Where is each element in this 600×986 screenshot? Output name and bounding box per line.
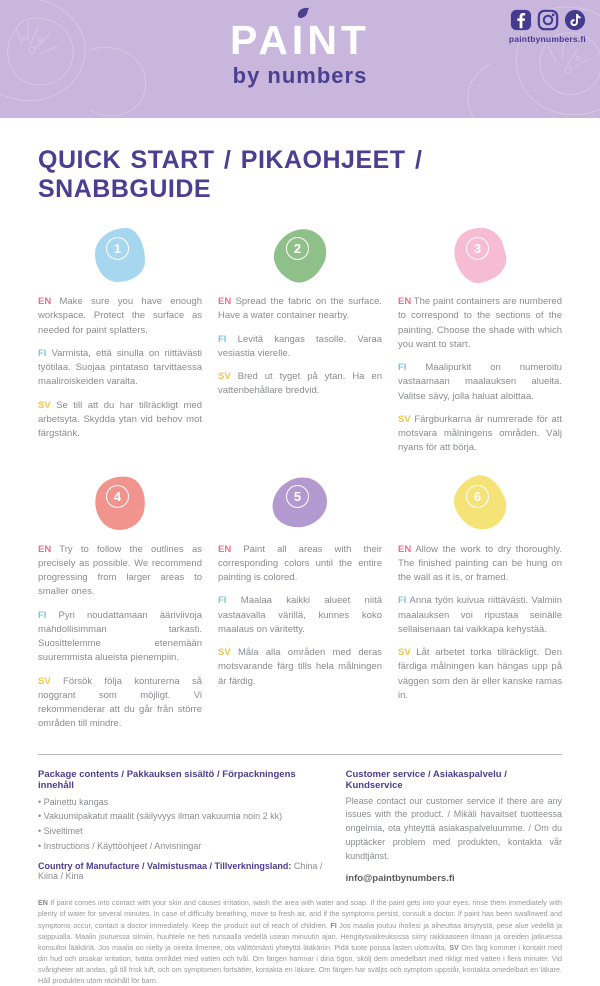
list-item: • Painettu kangas <box>38 795 324 810</box>
lang-label-sv: SV <box>398 413 411 425</box>
list-item: • Instructions / Käyttöohjeet / Anvisningar <box>38 839 324 854</box>
lang-label-en: EN <box>38 296 52 307</box>
social-block <box>509 9 586 44</box>
step-5-sv: SV Måla alla områden med deras motsvarande färg tills hela målningen är färdig. <box>218 647 383 687</box>
lang-label-sv: SV <box>38 399 51 411</box>
step-number: 5 <box>286 485 309 508</box>
step-2-sv: SV Bred ut tyget på ytan. Ha en vattenbehållare bredvid. <box>218 371 383 397</box>
step-6 <box>398 456 562 732</box>
step-6-number-badge <box>455 476 505 530</box>
main-content <box>0 146 600 732</box>
paint-drop-icon <box>296 6 312 19</box>
step-5 <box>218 456 382 732</box>
lang-label-fi: FI <box>218 595 227 607</box>
step-4 <box>38 456 202 732</box>
step-4-number-badge <box>95 476 145 530</box>
logo-tagline: by numbers <box>232 63 368 89</box>
step-3 <box>398 208 562 456</box>
step-3-en: EN The paint containers are numbered to correspond to the sections of the painting. Choose the shade with which you want to start. <box>398 296 562 350</box>
step-5-en: EN Paint all areas with their corresponding colors until the entire painting is colored. <box>218 543 383 583</box>
step-1-number-badge <box>95 228 145 282</box>
step-number: 4 <box>106 485 129 508</box>
step-number: 6 <box>466 485 489 508</box>
lang-label-sv: SV <box>218 371 231 382</box>
lang-label-en: EN <box>398 296 412 307</box>
package-contents-list <box>38 795 324 854</box>
step-2 <box>218 208 382 456</box>
customer-service-email[interactable]: info@paintbynumbers.fi <box>345 873 455 885</box>
step-4-sv: SV Försök följa konturerna så noggrant som möjligt. Vi rekommenderar att du går från större områden till mindre. <box>38 675 202 730</box>
customer-service-text: Please contact our customer service if there are any issues with the product. / Mikäli havaitset tuotteessa ongelmia, ota yhteyttä asiakaspalveluumme. / Om du upptäcker problem med produkten, kontakta vår kundtjänst. <box>345 795 562 862</box>
step-2-number-badge <box>275 228 325 282</box>
lang-label-en: EN <box>218 296 232 307</box>
lang-label-fi: FI <box>38 347 47 359</box>
step-5-fi: FI Maalaa kaikki alueet niitä vastaavalla värillä, kunnes koko maalaus on väritetty. <box>218 595 382 635</box>
lang-label-en: EN <box>38 543 52 555</box>
package-contents <box>38 769 324 885</box>
lang-label-en: EN <box>398 543 412 555</box>
step-number: 2 <box>286 237 309 260</box>
safety-warning-text: EN If paint comes into contact with your skin and causes irritation, wash the area with water and soap. If the paint gets into your eyes, rinse them immediately with plenty of water for several minutes. In case of difficulty breathing, move to fresh air, and if the symptoms persist, consult a doctor. If paint has been swallowed and symptoms occur, contact a doctor immediately. Keep the product out of reach of children. FI Jos maalia joutuu ihollesi ja aiheuttaa ärsytystä, pese alue vedellä ja saippualla. Maalin joutuessa silmiin, huuhtele ne heti runsaalla vedellä usean minuutin ajan. Hengitysvaikeuksissa siirry raikkaaseen ilmaan ja oireiden jatkuessa konsultoi lääkäriä. Jos maalia on nielty ja oireita ilmenee, ota välittömästi yhteyttä lääkäriin. Pidä tuote poissa lasten ulottuvilta. SV Om färg kommer i kontakt med din hud och orsakar irritation, tvätta området med vatten och tvål. Om färgen hamnar i dina ögon, skölj dem omedelbart med rikligt med vatten i flera minuter. Vid svårigheter att andas, gå till frisk luft, och om symptomen fortsätter, kontakta en läkare. Om färgen har sväljts och symptom uppstår, kontakta omedelbart en läkare. Håll produkten utom räckhåll för barn. <box>38 898 563 986</box>
steps-grid <box>38 208 562 732</box>
step-2-en: EN Spread the fabric on the surface. Have a water container nearby. <box>218 296 382 322</box>
step-6-fi: FI Anna työn kuivua riittävästi. Valmiin maalauksen voi ripustaa seinälle sellaisenaan tai vaikkapa kehystää. <box>398 595 562 635</box>
lang-label-sv: SV <box>398 647 411 658</box>
website-url[interactable]: paintbynumbers.fi <box>508 34 586 44</box>
step-6-sv: SV Låt arbetet torka tillräckligt. Den färdiga målningen kan hängas upp på väggen som den är eller kanske ramas in. <box>398 647 562 701</box>
lang-label-fi: FI <box>398 362 407 373</box>
customer-service-heading: Customer service / Asiakaspalvelu / Kundservice <box>345 768 507 791</box>
customer-service <box>346 769 562 885</box>
info-section <box>0 769 600 885</box>
step-number: 1 <box>106 237 129 260</box>
lang-label-fi: FI <box>218 333 227 345</box>
lang-label-fi: FI <box>38 609 47 621</box>
country-of-manufacture: Country of Manufacture / Valmistusmaa / Tillverkningsland: China / Kiina / Kina <box>38 860 323 881</box>
tiktok-icon[interactable] <box>564 9 586 31</box>
step-5-number-badge <box>275 476 325 530</box>
step-6-en: EN Allow the work to dry thoroughly. The finished painting can be hung on the wall as it is, or framed. <box>398 543 562 583</box>
lang-label-sv: SV <box>38 675 51 687</box>
header-banner <box>0 0 600 118</box>
lang-label-fi: FI <box>398 595 407 607</box>
section-divider <box>38 754 562 755</box>
step-1-en: EN Make sure you have enough workspace. Protect the surface as needed for paint splatters. <box>38 296 202 336</box>
step-3-sv: SV Färgburkarna är numrerade för att motsvara målningens områden. Välj nyans för att börja. <box>398 413 563 454</box>
logo-wordmark: PAINT <box>230 17 370 63</box>
lang-label-en: EN <box>218 543 232 555</box>
step-1-fi: FI Varmista, että sinulla on riittävästi työtilaa. Suojaa pintataso tarvittaessa maaliroiskeiden varalta. <box>38 347 202 388</box>
page-title: QUICK START / PIKAOHJEET / SNABBGUIDE <box>38 146 423 203</box>
step-2-fi: FI Levitä kangas tasolle. Varaa vesiastia vierelle. <box>218 333 382 359</box>
lang-label-sv: SV <box>218 647 231 658</box>
list-item: • Siveltimet <box>38 824 324 839</box>
step-3-fi: FI Maalipurkit on numeroitu vastaamaan maalauksen alueita. Valitse sävy, jolla haluat aloittaa. <box>398 362 562 402</box>
step-4-en: EN Try to follow the outlines as precisely as possible. We recommend progressing from larger areas to smaller ones. <box>38 543 202 598</box>
step-number: 3 <box>466 237 489 260</box>
step-4-fi: FI Pyri noudattamaan ääriviivoja mahdollisimman tarkasti. Suosittelemme etenemään suuremmista alueista pienempiin. <box>38 609 203 664</box>
facebook-icon[interactable] <box>510 9 532 31</box>
package-contents-heading: Package contents / Pakkauksen sisältö / Förpackningens innehåll <box>38 768 296 791</box>
step-1 <box>38 208 202 456</box>
instagram-icon[interactable] <box>537 9 559 31</box>
step-3-number-badge <box>455 228 505 282</box>
list-item: • Vakuumipakatut maalit (säilyvyys ilman vakuumia noin 2 kk) <box>38 809 324 824</box>
step-1-sv: SV Se till att du har tillräckligt med arbetsyta. Skydda ytan vid behov mot färgstänk. <box>38 399 202 439</box>
